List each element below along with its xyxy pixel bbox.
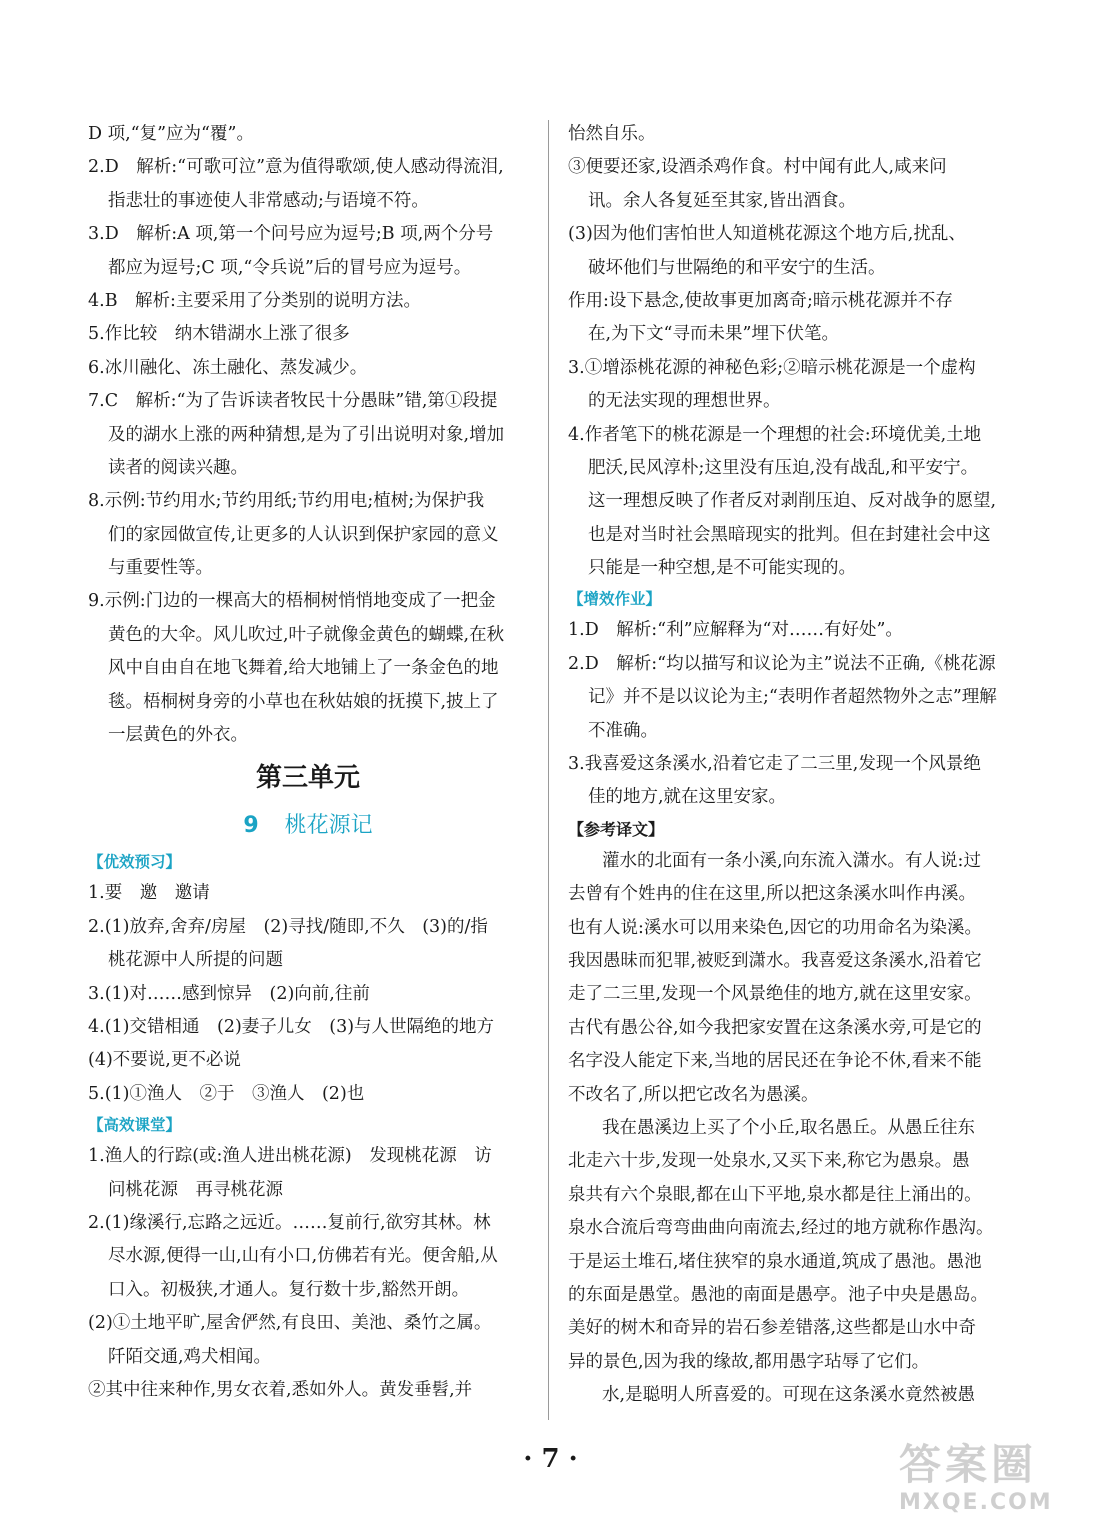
text-line: 黄色的大伞。风儿吹过,叶子就像金黄色的蝴蝶,在秋 [108,624,505,645]
column-divider [548,120,549,1420]
right-answers-top [568,118,1016,585]
text-line: 桃花源中人所提的问题 [108,950,283,971]
text-line: 古代有愚公谷,如今我把家安置在这条溪水旁,可是它的 [568,1017,982,1038]
text-line: 读者的阅读兴趣。 [108,457,248,478]
text-line: 问桃花源 再寻桃花源 [108,1179,283,1200]
text-line: ②其中往来种作,男女衣着,悉如外人。黄发垂髫,并 [88,1379,473,1400]
text-line: 2.D 解析:“均以描写和议论为主”说法不正确,《桃花源 [568,653,996,674]
text-line: 毯。梧桐树身旁的小草也在秋姑娘的抚摸下,披上了 [108,691,499,712]
text-line: 作用:设下悬念,使故事更加离奇;暗示桃花源并不存 [568,290,953,311]
text-line: (4)不要说,更不必说 [88,1050,241,1071]
text-line: 这一理想反映了作者反对剥削压迫、反对战争的愿望, [588,491,997,512]
text-line: 4.B 解析:主要采用了分类别的说明方法。 [88,290,421,311]
text-line: 2.D 解析:“可歌可泣”意为值得歌颂,使人感动得流泪, [88,157,504,178]
watermark-line1: 答案圈 [899,1440,1038,1489]
text-line: 也有人说:溪水可以用来染色,因它的功用命名为染溪。 [568,917,982,938]
text-line: 3.D 解析:A 项,第一个问号应为逗号;B 项,两个分号 [88,224,494,245]
text-line: 在,为下文“寻而未果”埋下伏笔。 [588,324,839,345]
text-line: 北走六十步,发现一处泉水,又买下来,称它为愚泉。愚 [568,1151,970,1172]
text-line: 泉共有六个泉眼,都在山下平地,泉水都是往上涌出的。 [568,1184,982,1205]
preview-answers [88,877,528,1111]
text-line: 我因愚昧而犯罪,被贬到潇水。我喜爱这条溪水,沿着它 [568,950,982,971]
text-line: (3)因为他们害怕世人知道桃花源这个地方后,扰乱、 [568,224,966,245]
text-line: 3.①增添桃花源的神秘色彩;②暗示桃花源是一个虚构 [568,357,976,378]
text-line: 8.示例:节约用水;节约用纸;节约用电;植树;为保护我 [88,491,485,512]
text-line: 2.(1)缘溪行,忘路之远近。……复前行,欲穷其林。林 [88,1212,491,1233]
text-line: 5.(1)①渔人 ②于 ③渔人 (2)也 [88,1083,365,1104]
text-line: 走了二三里,发现一个风景绝佳的地方,就在这里安家。 [568,984,982,1005]
text-line: 破坏他们与世隔绝的和平安宁的生活。 [588,257,886,278]
text-line: 3.(1)对……感到惊异 (2)向前,往前 [88,983,370,1004]
text-line: 泉水合流后弯弯曲曲向南流去,经过的地方就称作愚沟。 [568,1218,994,1239]
text-line: 不改名了,所以把它改名为愚溪。 [568,1084,819,1105]
text-line: 尽水源,便得一山,山有小口,仿佛若有光。便舍船,从 [108,1246,498,1267]
text-line: 也是对当时社会黑暗现实的批判。但在封建社会中这 [588,524,991,545]
text-line: 2.(1)放弃,舍弃/房屋 (2)寻找/随即,不久 (3)的/指 [88,916,488,937]
text-line: 不准确。 [588,720,658,741]
text-line: 4.(1)交错相通 (2)妻子儿女 (3)与人世隔绝的地方 [88,1016,495,1037]
text-line: 及的湖水上涨的两种猜想,是为了引出说明对象,增加 [108,424,505,445]
left-column [88,118,528,1407]
text-line: 肥沃,民风淳朴;这里没有压迫,没有战乱,和平安宁。 [588,457,979,478]
text-line: 与重要性等。 [108,558,213,579]
text-line: 去曾有个姓冉的住在这里,所以把这条溪水叫作冉溪。 [568,884,977,905]
text-line: 1.要 邀 邀请 [88,883,210,904]
text-line: 6.冰川融化、冻土融化、蒸发减少。 [88,357,368,378]
section-tag-homework: 【增效作业】 [568,590,662,609]
text-line: 3.我喜爱这条溪水,沿着它走了二三里,发现一个风景绝 [568,754,981,775]
text-line: 1.D 解析:“利”应解释为“对……有好处”。 [568,620,903,641]
text-line: 佳的地方,就在这里安家。 [588,787,787,808]
lesson-name: 桃花源记 [284,813,373,839]
right-column [568,118,1016,1412]
text-line: 都应为逗号;C 项,“令兵说”后的冒号应为逗号。 [108,257,472,278]
text-line: 记》并不是以议论为主;“表明作者超然物外之志”理解 [588,687,997,708]
text-line: 灌水的北面有一条小溪,向东流入潇水。有人说:过 [602,850,981,871]
text-line: 讯。余人各复延至其家,皆出酒食。 [588,190,857,211]
text-line: 们的家园做宣传,让更多的人认识到保护家园的意义 [108,524,499,545]
unit-title: 第三单元 [255,763,360,794]
section-tag-preview: 【优效预习】 [88,853,182,872]
text-line: 于是运土堆石,堵住狭窄的泉水通道,筑成了愚池。愚池 [568,1251,982,1272]
page-number: · 7 · [523,1444,578,1474]
text-line: 只能是一种空想,是不可能实现的。 [588,558,857,579]
section-tag-classroom: 【高效课堂】 [88,1116,182,1135]
text-line: 4.作者笔下的桃花源是一个理想的社会:环境优美,土地 [568,424,982,445]
text-line: 7.C 解析:“为了告诉读者牧民十分愚昧”错,第①段提 [88,391,498,412]
left-answers-top [88,118,528,752]
text-line: 的东面是愚堂。愚池的南面是愚亭。池子中央是愚岛。 [568,1284,988,1305]
watermark-line2: MXQE.COM [899,1490,1053,1515]
text-line: 的无法实现的理想世界。 [588,391,781,412]
reference-translation [568,845,1016,1413]
lesson-title [88,804,528,848]
homework-answers [568,614,1016,814]
text-line: 异的景色,因为我的缘故,都用愚字玷辱了它们。 [568,1351,930,1372]
text-line: 口入。初极狭,才通人。复行数十步,豁然开朗。 [108,1279,470,1300]
text-line: 9.示例:门边的一棵高大的梧桐树悄悄地变成了一把金 [88,591,496,612]
text-line: D 项,“复”应为“覆”。 [88,124,254,144]
text-line: 阡陌交通,鸡犬相闻。 [108,1346,272,1367]
text-line: 怡然自乐。 [568,124,656,144]
text-line: 美好的树木和奇异的岩石参差错落,这些都是山水中奇 [568,1318,977,1339]
text-line: 指悲壮的事迹使人非常感动;与语境不符。 [108,190,429,211]
text-line: 风中自由自在地飞舞着,给大地铺上了一条金色的地 [108,658,499,679]
classroom-answers [88,1140,528,1407]
text-line: 名字没人能定下来,当地的居民还在争论不休,看来不能 [568,1051,982,1072]
text-line: ③便要还家,设酒杀鸡作食。村中闻有此人,咸来问 [568,157,947,178]
lesson-number: 9 [243,813,259,839]
text-line: (2)①土地平旷,屋舍俨然,有良田、美池、桑竹之属。 [88,1313,492,1334]
reference-translation-heading: 【参考译文】 [568,819,665,839]
text-line: 1.渔人的行踪(或:渔人进出桃花源) 发现桃花源 访 [88,1146,492,1167]
text-line: 一层黄色的外衣。 [108,725,248,746]
watermark-logo [899,1440,1089,1530]
text-line: 水,是聪明人所喜爱的。可现在这条溪水竟然被愚 [602,1385,976,1406]
text-line: 5.作比较 纳木错湖水上涨了很多 [88,324,350,345]
text-line: 我在愚溪边上买了个小丘,取名愚丘。从愚丘往东 [602,1117,976,1138]
